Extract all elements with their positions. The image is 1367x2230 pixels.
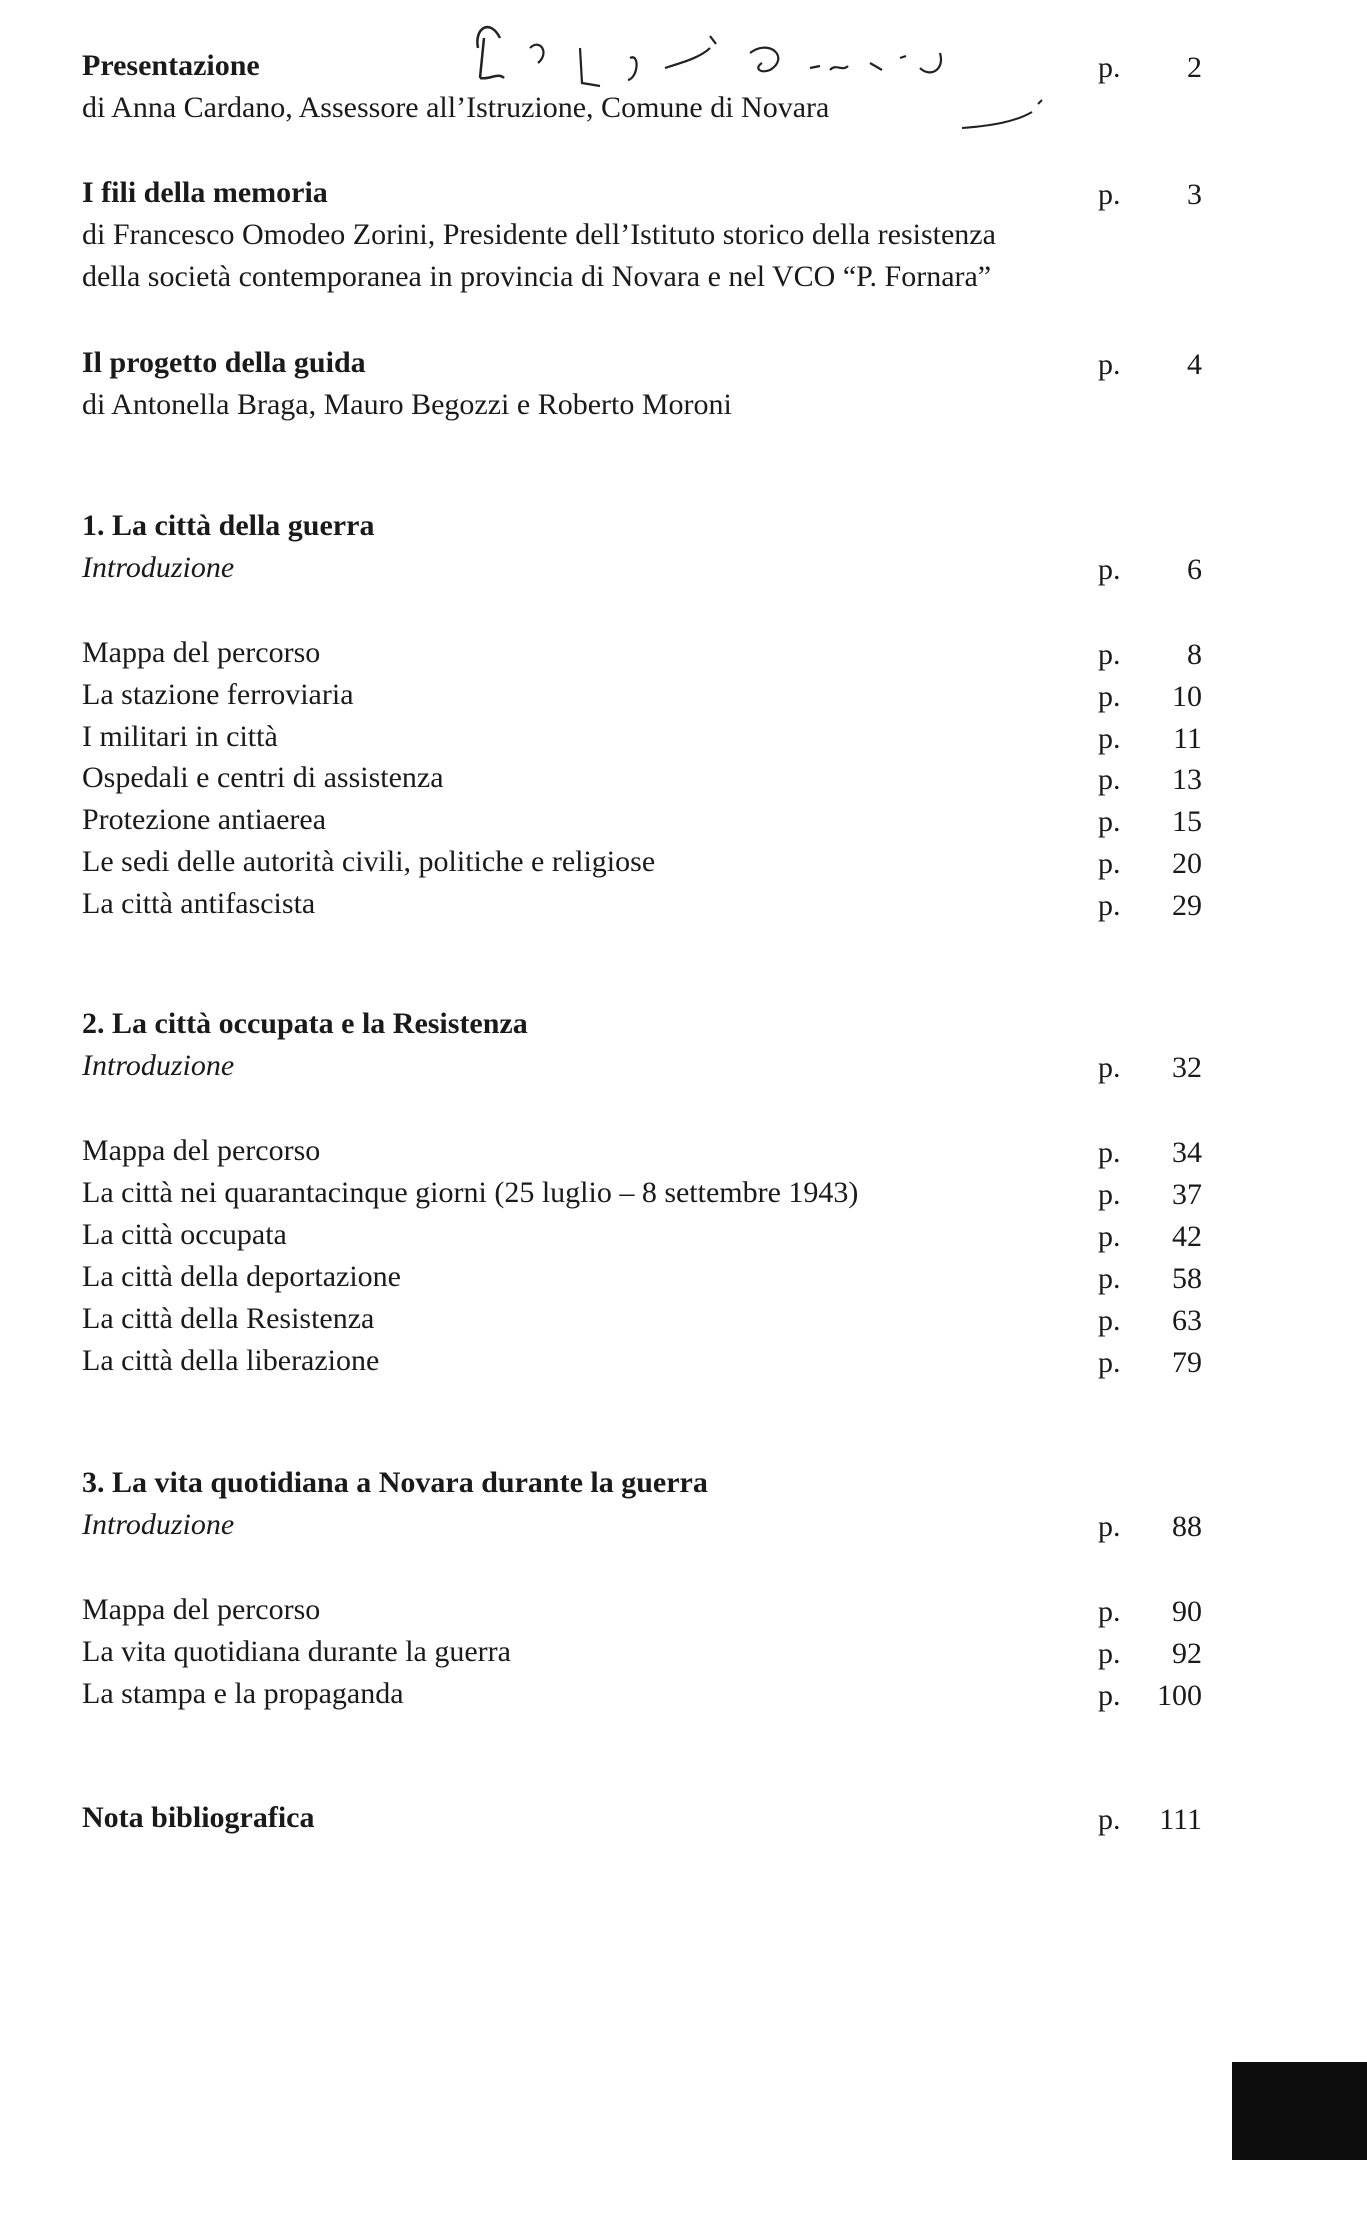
page-prefix: p. (1098, 553, 1121, 586)
page-number: 4 (1187, 348, 1202, 381)
page-prefix: p. (1098, 1637, 1121, 1670)
toc-entry-title: della società contemporanea in provincia di Novara e nel VCO “P. Fornara” (82, 260, 992, 293)
toc-entry-title: I fili della memoria (82, 176, 328, 209)
black-margin-mark (1232, 2062, 1367, 2160)
page-prefix: p. (1098, 722, 1121, 755)
toc-entry-title: La città della deportazione (82, 1260, 401, 1293)
page-prefix: p. (1098, 1136, 1121, 1169)
page-number: 79 (1172, 1346, 1202, 1379)
page-number: 8 (1187, 638, 1202, 671)
page-prefix: p. (1098, 763, 1121, 796)
toc-entry-title: di Antonella Braga, Mauro Begozzi e Roberto Moroni (82, 388, 732, 421)
toc-entry-title: La città antifascista (82, 887, 316, 920)
handwritten-scribble (470, 8, 990, 108)
page-number: 42 (1172, 1220, 1202, 1253)
page-number: 2 (1187, 51, 1202, 84)
page-number: 111 (1159, 1803, 1202, 1836)
toc-entry-title: Le sedi delle autorità civili, politiche e religiose (82, 845, 656, 878)
page-prefix: p. (1098, 805, 1121, 838)
page-prefix: p. (1098, 1803, 1121, 1836)
page-number: 15 (1172, 805, 1202, 838)
page-prefix: p. (1098, 1679, 1121, 1712)
page-prefix: p. (1098, 51, 1121, 84)
page-prefix: p. (1098, 847, 1121, 880)
page-number: 3 (1187, 178, 1202, 211)
toc-entry-title: Mappa del percorso (82, 1593, 321, 1626)
page-number: 20 (1172, 847, 1202, 880)
page-prefix: p. (1098, 1262, 1121, 1295)
toc-entry-title: di Francesco Omodeo Zorini, Presidente dell’Istituto storico della resistenza (82, 218, 996, 251)
page-number: 63 (1172, 1304, 1202, 1337)
page-prefix: p. (1098, 1510, 1121, 1543)
page-prefix: p. (1098, 348, 1121, 381)
toc-entry-title: Introduzione (82, 551, 235, 584)
toc-entry-title: Mappa del percorso (82, 636, 321, 669)
toc-entry-title: Mappa del percorso (82, 1134, 321, 1167)
page-prefix: p. (1098, 889, 1121, 922)
toc-entry-title: Nota bibliografica (82, 1801, 315, 1834)
page-prefix: p. (1098, 178, 1121, 211)
page-number: 10 (1172, 680, 1202, 713)
page-number: 37 (1172, 1178, 1202, 1211)
page-prefix: p. (1098, 1595, 1121, 1628)
page-number: 34 (1172, 1136, 1202, 1169)
page-number: 92 (1172, 1637, 1202, 1670)
handwritten-stroke (960, 96, 1050, 136)
toc-entry-title: Protezione antiaerea (82, 803, 327, 836)
page-number: 90 (1172, 1595, 1202, 1628)
page-number: 32 (1172, 1051, 1202, 1084)
toc-entry-title: La vita quotidiana durante la guerra (82, 1635, 511, 1668)
page-prefix: p. (1098, 1178, 1121, 1211)
page-number: 6 (1187, 553, 1202, 586)
page-number: 58 (1172, 1262, 1202, 1295)
toc-entry-title: Introduzione (82, 1508, 235, 1541)
page-prefix: p. (1098, 638, 1121, 671)
page-number: 88 (1172, 1510, 1202, 1543)
page-prefix: p. (1098, 1220, 1121, 1253)
page-prefix: p. (1098, 1346, 1121, 1379)
toc-entry-title: 3. La vita quotidiana a Novara durante la guerra (82, 1466, 708, 1499)
page-prefix: p. (1098, 680, 1121, 713)
toc-entry-title: 1. La città della guerra (82, 509, 375, 542)
toc-entry-title: La città occupata (82, 1218, 287, 1251)
toc-entry-title: 2. La città occupata e la Resistenza (82, 1007, 528, 1040)
toc-entry-title: di Anna Cardano, Assessore all’Istruzione, Comune di Novara (82, 91, 830, 124)
page-prefix: p. (1098, 1304, 1121, 1337)
toc-entry-title: La stazione ferroviaria (82, 678, 354, 711)
toc-entry-title: La città della liberazione (82, 1344, 380, 1377)
toc-entry-title: La città nei quarantacinque giorni (25 luglio – 8 settembre 1943) (82, 1176, 859, 1209)
page-number: 29 (1172, 889, 1202, 922)
page-number: 100 (1157, 1679, 1202, 1712)
toc-entry-title: Il progetto della guida (82, 346, 366, 379)
toc-entry-title: Ospedali e centri di assistenza (82, 761, 444, 794)
page-prefix: p. (1098, 1051, 1121, 1084)
toc-entry-title: La città della Resistenza (82, 1302, 375, 1335)
toc-entry-title: La stampa e la propaganda (82, 1677, 404, 1710)
toc-entry-title: Presentazione (82, 49, 260, 82)
page-number: 11 (1173, 722, 1202, 755)
toc-entry-title: Introduzione (82, 1049, 235, 1082)
page-number: 13 (1172, 763, 1202, 796)
toc-entry-title: I militari in città (82, 720, 278, 753)
